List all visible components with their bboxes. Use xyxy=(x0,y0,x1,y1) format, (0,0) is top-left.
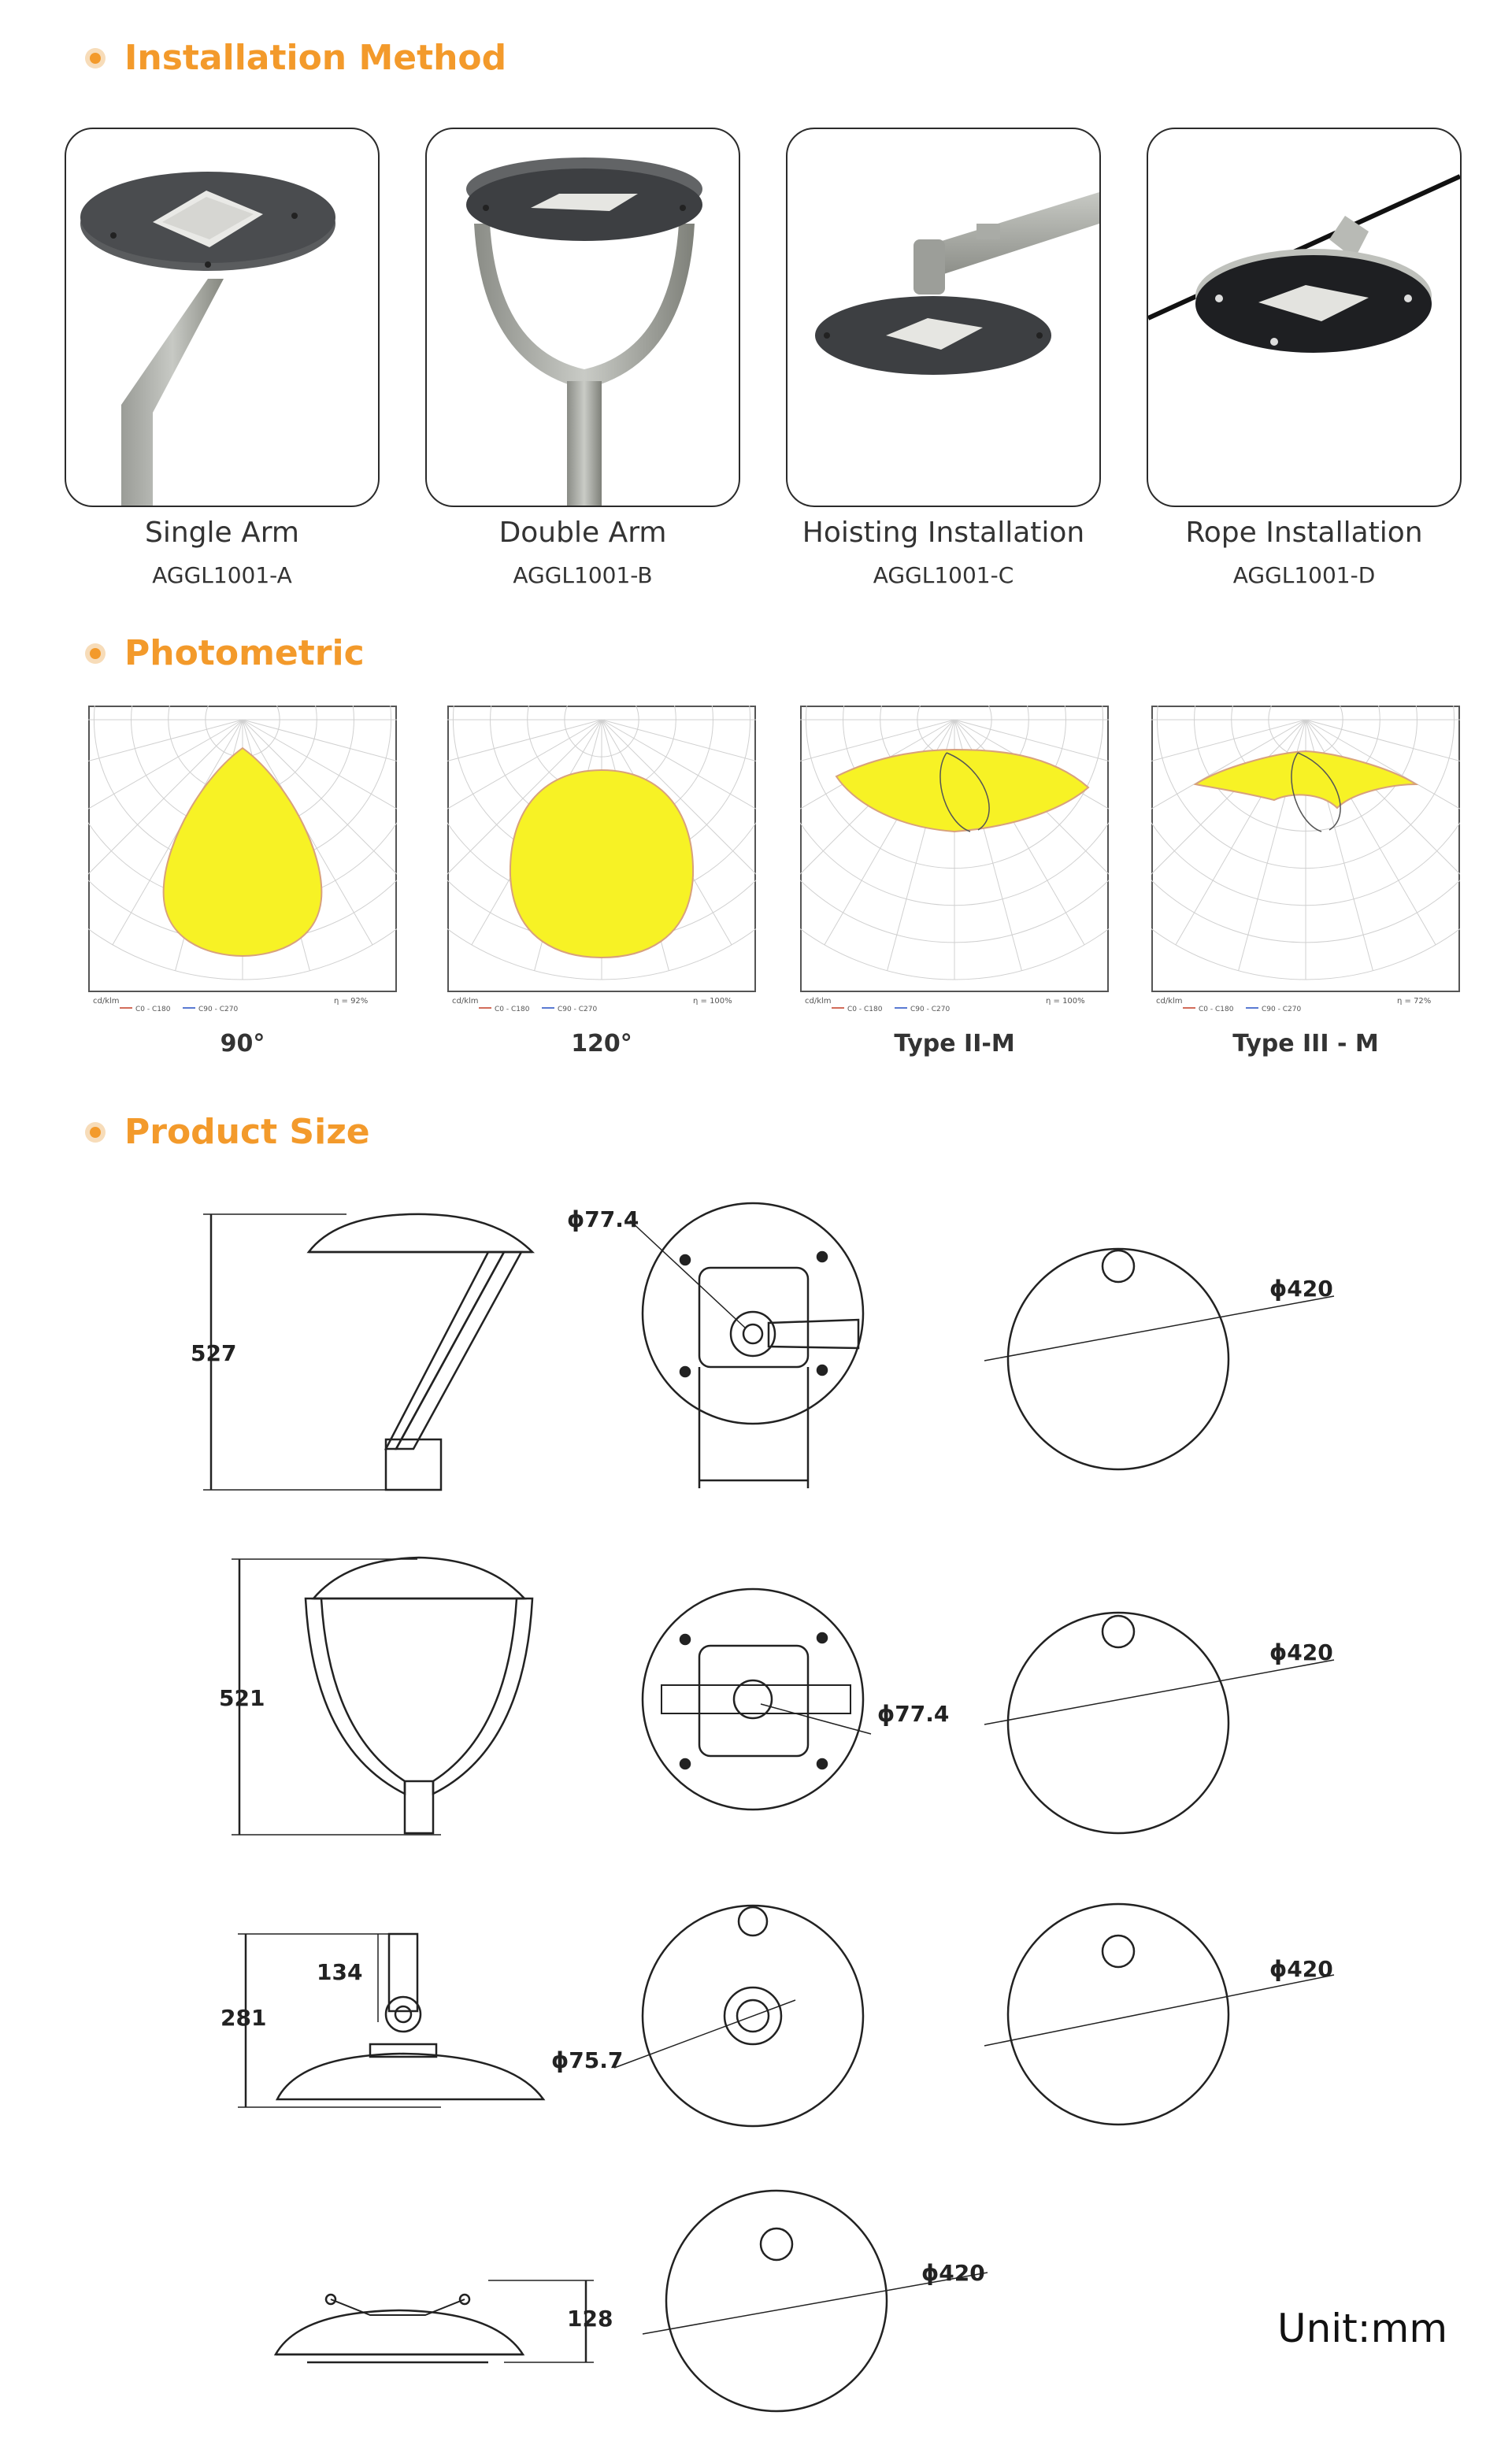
section-photometric-header xyxy=(85,633,365,673)
install-label: Single Arm xyxy=(145,517,299,549)
section-installation-header xyxy=(85,38,506,78)
dim-height: 281 xyxy=(220,2005,267,2031)
section-title: Installation Method xyxy=(124,38,507,78)
svg-text:C0 - C180: C0 - C180 xyxy=(135,1006,171,1011)
dim-height: 527 xyxy=(191,1340,237,1366)
section-title: Product Size xyxy=(124,1112,370,1152)
rope-lamp-image xyxy=(1148,129,1460,506)
svg-text:C0 - C180: C0 - C180 xyxy=(495,1006,530,1011)
svg-text:η = 72%: η = 72% xyxy=(1397,997,1432,1006)
svg-text:cd/klm: cd/klm xyxy=(93,997,120,1006)
photometric-label: 120° xyxy=(571,1030,632,1058)
svg-text:cd/klm: cd/klm xyxy=(1156,997,1183,1006)
polar-diagram xyxy=(1151,706,1460,1011)
polar-chart-type-ii-m xyxy=(800,706,1109,1011)
dim-height: 128 xyxy=(567,2306,613,2332)
install-code: AGGL1001-D xyxy=(1232,562,1376,588)
bullet-icon xyxy=(85,1122,106,1143)
distribution-curve xyxy=(510,770,693,958)
dim-phi-diameter: ϕ420 xyxy=(1269,1276,1333,1302)
svg-text:η = 100%: η = 100% xyxy=(693,997,732,1006)
row3-side-view xyxy=(238,1934,543,2107)
svg-text:η = 92%: η = 92% xyxy=(334,997,369,1006)
svg-text:C90 - C270: C90 - C270 xyxy=(198,1006,239,1011)
double-arm-lamp-image xyxy=(427,129,739,506)
row4-side-view xyxy=(276,2280,594,2362)
dim-phi-diameter: ϕ420 xyxy=(1269,1956,1333,1982)
row2-bottom-view xyxy=(643,1589,871,1810)
row1-side-view xyxy=(203,1214,532,1490)
single-arm-lamp-image xyxy=(66,129,378,506)
install-card-double-arm xyxy=(425,128,740,507)
bullet-icon xyxy=(85,643,106,664)
section-title: Photometric xyxy=(124,633,365,673)
row3-top-view xyxy=(984,1904,1334,2125)
row1-bottom-view xyxy=(630,1203,863,1488)
dim-phi-arm: ϕ77.4 xyxy=(877,1701,950,1727)
svg-text:C0 - C180: C0 - C180 xyxy=(847,1006,883,1011)
polar-diagram xyxy=(800,706,1109,1011)
polar-legend xyxy=(452,997,732,1011)
dim-phi-mount: ϕ75.7 xyxy=(551,2047,624,2073)
polar-diagram xyxy=(447,706,756,1011)
install-card-single-arm xyxy=(65,128,380,507)
row4-top-view xyxy=(643,2191,988,2411)
polar-legend xyxy=(93,997,368,1011)
install-card-rope xyxy=(1147,128,1462,507)
section-size-header xyxy=(85,1112,370,1152)
svg-text:cd/klm: cd/klm xyxy=(452,997,479,1006)
svg-text:C0 - C180: C0 - C180 xyxy=(1199,1006,1234,1011)
svg-text:C90 - C270: C90 - C270 xyxy=(910,1006,951,1011)
svg-text:C90 - C270: C90 - C270 xyxy=(558,1006,598,1011)
install-label: Double Arm xyxy=(498,517,667,549)
install-code: AGGL1001-B xyxy=(513,562,653,588)
polar-diagram xyxy=(88,706,397,1011)
install-code: AGGL1001-C xyxy=(873,562,1014,588)
hoisting-lamp-image xyxy=(788,129,1099,506)
install-label: Hoisting Installation xyxy=(802,517,1085,549)
polar-chart-90 xyxy=(88,706,397,1011)
unit-label: Unit:mm xyxy=(1277,2306,1448,2351)
row2-side-view xyxy=(232,1558,532,1835)
install-label: Rope Installation xyxy=(1185,517,1423,549)
polar-chart-type-iii-m xyxy=(1151,706,1460,1011)
polar-legend xyxy=(805,997,1085,1011)
photometric-label: Type II-M xyxy=(894,1030,1015,1058)
product-size-drawings xyxy=(0,1181,1512,2441)
bullet-icon xyxy=(85,48,106,69)
install-card-hoisting xyxy=(786,128,1101,507)
polar-chart-120 xyxy=(447,706,756,1011)
dim-height-top: 134 xyxy=(317,1959,363,1985)
photometric-label: 90° xyxy=(220,1030,265,1058)
row3-bottom-view xyxy=(614,1906,863,2126)
dim-phi-diameter: ϕ420 xyxy=(1269,1639,1333,1665)
install-code: AGGL1001-A xyxy=(152,562,292,588)
dim-height: 521 xyxy=(219,1685,265,1711)
svg-text:η = 100%: η = 100% xyxy=(1046,997,1085,1006)
svg-text:C90 - C270: C90 - C270 xyxy=(1262,1006,1302,1011)
svg-text:cd/klm: cd/klm xyxy=(805,997,832,1006)
dim-phi-diameter: ϕ420 xyxy=(921,2260,985,2286)
photometric-label: Type III - M xyxy=(1232,1030,1379,1058)
polar-legend xyxy=(1156,997,1431,1011)
dim-phi-arm: ϕ77.4 xyxy=(567,1206,639,1232)
